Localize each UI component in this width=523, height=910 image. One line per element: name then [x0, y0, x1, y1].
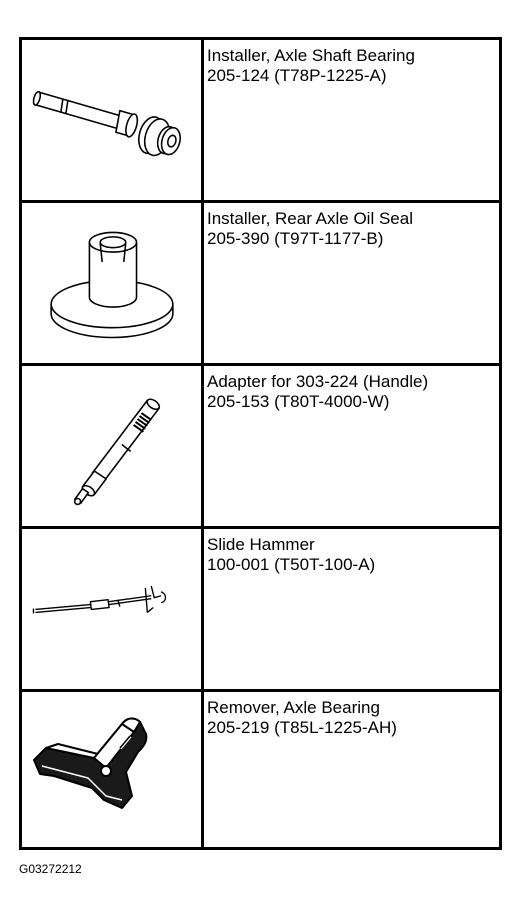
tool-row: [22, 366, 499, 529]
tool-name: Remover, Axle Bearing: [207, 698, 380, 717]
tool-number: 205-219 (T85L-1225-AH): [207, 718, 397, 737]
tool-number: 205-124 (T78P-1225-A): [207, 66, 387, 85]
slide-hammer-icon: [22, 529, 201, 689]
tool-row: [22, 40, 499, 203]
tool-name: Slide Hammer: [207, 535, 315, 554]
axle-bearing-remover-icon: [22, 692, 201, 847]
handle-adapter-icon: [22, 366, 201, 526]
tool-number: 100-001 (T50T-100-A): [207, 555, 376, 574]
axle-shaft-bearing-installer-icon: [22, 40, 201, 200]
tool-description: [207, 372, 493, 412]
tool-row: [22, 529, 499, 692]
tool-description: [207, 535, 493, 575]
tool-row: [22, 692, 499, 847]
tool-description: [207, 209, 493, 249]
tool-name: Adapter for 303-224 (Handle): [207, 372, 429, 391]
tool-name: Installer, Rear Axle Oil Seal: [207, 209, 413, 228]
tool-description: [207, 46, 493, 86]
tool-description: [207, 698, 493, 738]
tool-number: 205-153 (T80T-4000-W): [207, 392, 390, 411]
tool-name: Installer, Axle Shaft Bearing: [207, 46, 415, 65]
rear-axle-oil-seal-installer-icon: [22, 203, 201, 363]
figure-id: G03272212: [19, 862, 82, 876]
tool-number: 205-390 (T97T-1177-B): [207, 229, 384, 248]
tool-row: [22, 203, 499, 366]
special-tools-table: [19, 37, 502, 850]
